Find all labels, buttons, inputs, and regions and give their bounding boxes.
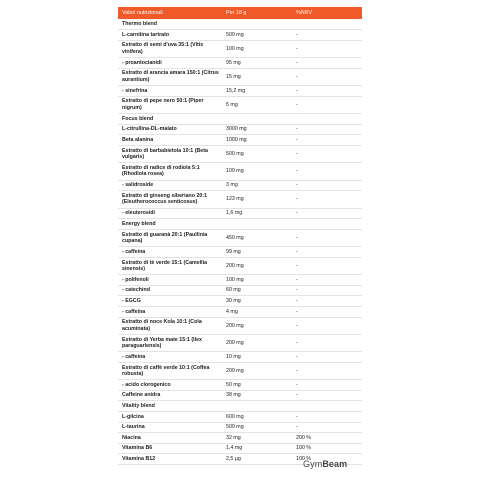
section-row: [118, 219, 362, 230]
row-nrv-cell: -: [292, 124, 362, 135]
table-row: [118, 285, 362, 296]
row-amount-cell: 38 mg: [222, 390, 292, 401]
row-nrv-cell: -: [292, 317, 362, 334]
row-name-cell: - salidroside: [118, 180, 222, 191]
logo-part-gym: Gym: [303, 459, 323, 469]
row-name-cell: - eleuterosidi: [118, 208, 222, 219]
row-name-cell: Estratto di ginseng siberiano 20:1 (Eleutherococcus senticosus): [118, 191, 222, 208]
row-nrv-cell: 100 %: [292, 443, 362, 454]
row-amount-cell: 3 mg: [222, 180, 292, 191]
row-name-cell: - acido clorogenico: [118, 380, 222, 391]
row-amount-cell: 200 mg: [222, 362, 292, 379]
row-name-cell: L-citrullina-DL-malato: [118, 124, 222, 135]
table-row: [118, 412, 362, 423]
row-amount-cell: 15,2 mg: [222, 86, 292, 97]
header-nrv: %NRV: [292, 7, 362, 19]
row-amount-cell: [222, 114, 292, 125]
row-name-cell: - caffeina: [118, 306, 222, 317]
row-nrv-cell: -: [292, 334, 362, 351]
nutrition-table-container: [118, 7, 362, 465]
table-row: [118, 275, 362, 286]
table-row: [118, 68, 362, 85]
row-amount-cell: 50 mg: [222, 380, 292, 391]
row-nrv-cell: -: [292, 58, 362, 69]
table-row: [118, 443, 362, 454]
row-nrv-cell: -: [292, 422, 362, 433]
row-nrv-cell: [292, 114, 362, 125]
row-nrv-cell: -: [292, 247, 362, 258]
row-name-cell: - catechind: [118, 285, 222, 296]
row-nrv-cell: -: [292, 390, 362, 401]
table-row: [118, 208, 362, 219]
table-row: [118, 30, 362, 41]
row-name-cell: Estratto di guaranà 20:1 (Paullinia cupana): [118, 229, 222, 246]
table-row: [118, 296, 362, 307]
table-row: [118, 433, 362, 444]
row-nrv-cell: -: [292, 362, 362, 379]
row-nrv-cell: -: [292, 68, 362, 85]
row-name-cell: L-glicina: [118, 412, 222, 423]
row-amount-cell: 100 mg: [222, 163, 292, 180]
table-row: [118, 317, 362, 334]
table-row: [118, 124, 362, 135]
nutrition-table: [118, 7, 362, 465]
row-nrv-cell: -: [292, 208, 362, 219]
row-amount-cell: 100 mg: [222, 275, 292, 286]
row-nrv-cell: -: [292, 191, 362, 208]
row-nrv-cell: [292, 219, 362, 230]
row-amount-cell: 123 mg: [222, 191, 292, 208]
table-row: [118, 422, 362, 433]
row-name-cell: L-taurina: [118, 422, 222, 433]
row-name-cell: Niacina: [118, 433, 222, 444]
row-name-cell: - EGCG: [118, 296, 222, 307]
section-row: [118, 19, 362, 30]
row-amount-cell: 4 mg: [222, 306, 292, 317]
row-nrv-cell: -: [292, 352, 362, 363]
row-name-cell: Estratto di pepe nero 50:1 (Piper nigrum): [118, 96, 222, 113]
table-body: [118, 19, 362, 465]
row-nrv-cell: 200 %: [292, 433, 362, 444]
row-amount-cell: 32 mg: [222, 433, 292, 444]
table-row: [118, 145, 362, 162]
table-row: [118, 135, 362, 146]
row-nrv-cell: -: [292, 163, 362, 180]
row-name-cell: Estratto di noce Kola 10:1 (Cola acuminata): [118, 317, 222, 334]
row-nrv-cell: -: [292, 145, 362, 162]
row-nrv-cell: -: [292, 296, 362, 307]
row-amount-cell: 1000 mg: [222, 135, 292, 146]
row-amount-cell: 200 mg: [222, 257, 292, 274]
row-name-cell: Vitamina B6: [118, 443, 222, 454]
row-name-cell: Estratto di tè verde 15:1 (Camellia sinensis): [118, 257, 222, 274]
row-nrv-cell: -: [292, 135, 362, 146]
table-row: [118, 86, 362, 97]
row-amount-cell: [222, 401, 292, 412]
row-amount-cell: 3000 mg: [222, 124, 292, 135]
row-amount-cell: 1,6 mg: [222, 208, 292, 219]
row-nrv-cell: -: [292, 229, 362, 246]
row-name-cell: Estratto di semi d'uva 35:1 (Vitis vinifera): [118, 40, 222, 57]
row-amount-cell: 30 mg: [222, 296, 292, 307]
row-amount-cell: 500 mg: [222, 30, 292, 41]
table-row: [118, 306, 362, 317]
row-name-cell: - polifenoli: [118, 275, 222, 286]
table-row: [118, 163, 362, 180]
table-row: [118, 247, 362, 258]
row-amount-cell: 2,5 μg: [222, 454, 292, 465]
row-name-cell: - proantocianidi: [118, 58, 222, 69]
row-nrv-cell: -: [292, 412, 362, 423]
row-nrv-cell: -: [292, 96, 362, 113]
row-amount-cell: 10 mg: [222, 352, 292, 363]
row-nrv-cell: -: [292, 380, 362, 391]
row-amount-cell: 15 mg: [222, 68, 292, 85]
table-row: [118, 229, 362, 246]
row-amount-cell: 200 mg: [222, 334, 292, 351]
row-name-cell: Beta alanina: [118, 135, 222, 146]
row-name-cell: Energy blend: [118, 219, 222, 230]
row-nrv-cell: -: [292, 30, 362, 41]
header-per-serving: Per 18 g: [222, 7, 292, 19]
row-name-cell: Estratto di arancia amara 150:1 (Citrus aurantium): [118, 68, 222, 85]
row-nrv-cell: [292, 401, 362, 412]
row-name-cell: Caffeine anidra: [118, 390, 222, 401]
table-row: [118, 191, 362, 208]
row-name-cell: L-carnitina tartrato: [118, 30, 222, 41]
row-nrv-cell: -: [292, 257, 362, 274]
table-row: [118, 96, 362, 113]
table-row: [118, 257, 362, 274]
header-nutrition-values: Valori nutrizionali: [118, 7, 222, 19]
row-nrv-cell: -: [292, 180, 362, 191]
row-amount-cell: 500 mg: [222, 145, 292, 162]
row-name-cell: - sinefrina: [118, 86, 222, 97]
row-amount-cell: 100 mg: [222, 40, 292, 57]
row-name-cell: - caffeina: [118, 352, 222, 363]
row-nrv-cell: -: [292, 275, 362, 286]
header-row: [118, 7, 362, 19]
row-name-cell: Thermo blend: [118, 19, 222, 30]
row-amount-cell: 99 mg: [222, 247, 292, 258]
row-amount-cell: 5 mg: [222, 96, 292, 113]
table-row: [118, 380, 362, 391]
row-nrv-cell: -: [292, 306, 362, 317]
row-nrv-cell: [292, 19, 362, 30]
row-nrv-cell: 100 %: [292, 454, 362, 465]
row-amount-cell: 500 mg: [222, 422, 292, 433]
row-name-cell: Focus blend: [118, 114, 222, 125]
row-name-cell: Vitamina B12: [118, 454, 222, 465]
gymbeam-logo: [303, 459, 347, 469]
table-row: [118, 58, 362, 69]
table-row: [118, 352, 362, 363]
row-amount-cell: 200 mg: [222, 317, 292, 334]
table-row: [118, 334, 362, 351]
row-name-cell: Estratto di barbabietola 10:1 (Beta vulgaris): [118, 145, 222, 162]
row-nrv-cell: -: [292, 285, 362, 296]
row-name-cell: Vitality blend: [118, 401, 222, 412]
row-amount-cell: 600 mg: [222, 412, 292, 423]
row-nrv-cell: -: [292, 40, 362, 57]
table-row: [118, 390, 362, 401]
table-row: [118, 180, 362, 191]
logo-part-beam: Beam: [322, 459, 348, 469]
table-header: [118, 7, 362, 19]
row-amount-cell: 60 mg: [222, 285, 292, 296]
row-nrv-cell: -: [292, 86, 362, 97]
table-row: [118, 40, 362, 57]
row-amount-cell: [222, 19, 292, 30]
section-row: [118, 114, 362, 125]
section-row: [118, 401, 362, 412]
row-amount-cell: [222, 219, 292, 230]
row-amount-cell: 450 mg: [222, 229, 292, 246]
row-amount-cell: 95 mg: [222, 58, 292, 69]
row-amount-cell: 1,4 mg: [222, 443, 292, 454]
table-row: [118, 362, 362, 379]
row-name-cell: - caffeina: [118, 247, 222, 258]
row-name-cell: Estratto di Yerba mate 15:1 (Ilex paraguariensis): [118, 334, 222, 351]
row-name-cell: Estratto di caffè verde 10:1 (Coffea robusta): [118, 362, 222, 379]
row-name-cell: Estratto di radice di rodiola 5:1 (Rhodiola rosea): [118, 163, 222, 180]
